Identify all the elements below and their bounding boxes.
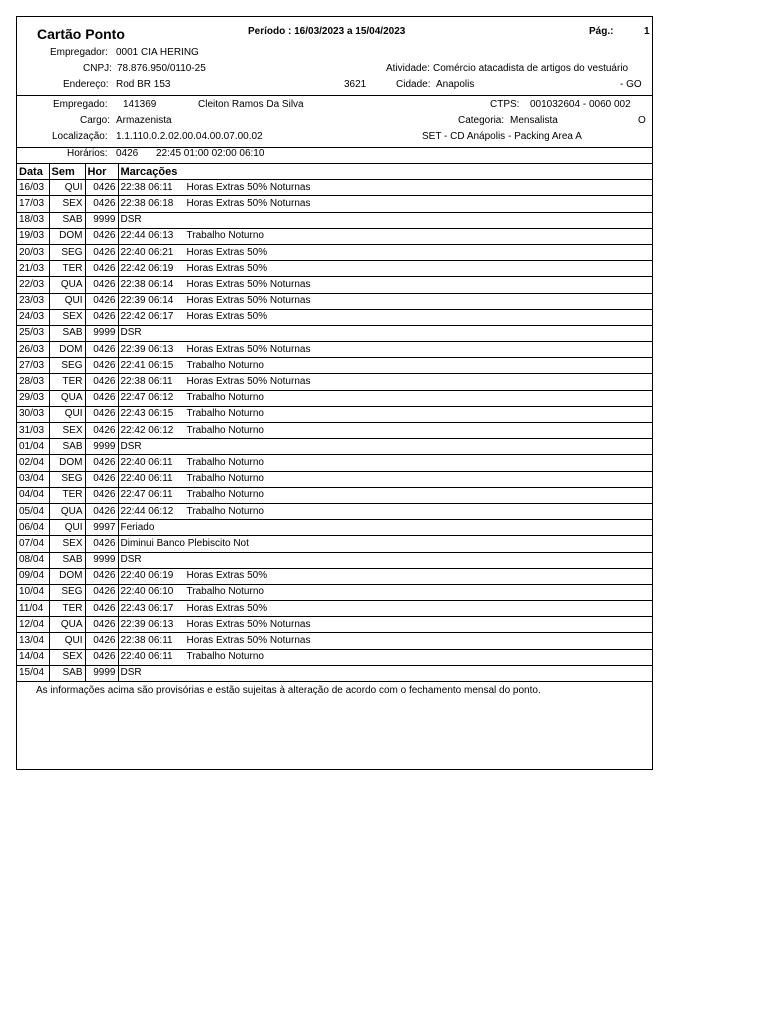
row-mark-times: DSR: [120, 214, 142, 226]
row-weekday: TER: [49, 487, 85, 503]
address-label: Endereço:: [63, 79, 109, 90]
row-mark-description: Horas Extras 50%: [186, 246, 268, 258]
row-marks: [118, 568, 652, 584]
category-extra: O: [638, 115, 646, 126]
row-marks: [118, 471, 652, 487]
column-header-weekday: Sem: [49, 164, 85, 180]
row-mark-description: Trabalho Noturno: [186, 489, 264, 501]
column-header-schedule: Hor: [85, 164, 118, 180]
row-schedule: 0426: [85, 228, 118, 244]
category-value: Mensalista: [510, 115, 558, 126]
row-mark-times: 22:40 06:11: [120, 473, 173, 485]
table-header-row: [17, 164, 652, 180]
row-mark-times: 22:43 06:15: [120, 408, 174, 420]
row-schedule: 0426: [85, 180, 118, 196]
row-mark-description: Trabalho Noturno: [186, 473, 264, 485]
row-date: 23/03: [17, 293, 49, 309]
row-weekday: QUA: [49, 617, 85, 633]
row-schedule: 0426: [85, 277, 118, 293]
activity-value: Comércio atacadista de artigos do vestuário: [433, 63, 629, 74]
row-weekday: SAB: [49, 552, 85, 568]
row-schedule: 0426: [85, 261, 118, 277]
table-row: [17, 261, 652, 277]
row-marks: [118, 520, 652, 536]
row-schedule: 0426: [85, 601, 118, 617]
row-schedule: 0426: [85, 649, 118, 665]
row-date: 07/04: [17, 536, 49, 552]
row-schedule: 9999: [85, 212, 118, 228]
timecard-table: [17, 163, 652, 682]
divider: [17, 95, 652, 96]
row-weekday: SEX: [49, 196, 85, 212]
row-marks: [118, 196, 652, 212]
table-body: [17, 180, 652, 682]
row-date: 09/04: [17, 568, 49, 584]
row-weekday: DOM: [49, 228, 85, 244]
location-value: 1.1.110.0.2.02.00.04.00.07.00.02: [116, 131, 263, 142]
row-weekday: TER: [49, 261, 85, 277]
row-weekday: SEX: [49, 649, 85, 665]
row-schedule: 0426: [85, 358, 118, 374]
row-mark-times: Diminui Banco Plebiscito Not: [120, 537, 249, 549]
row-date: 03/04: [17, 471, 49, 487]
row-mark-description: Horas Extras 50% Noturnas: [186, 197, 311, 209]
address-value: Rod BR 153: [116, 79, 171, 90]
row-weekday: SEX: [49, 536, 85, 552]
row-date: 26/03: [17, 342, 49, 358]
divider: [17, 147, 652, 148]
row-mark-description: Trabalho Noturno: [186, 586, 264, 598]
row-marks: [118, 212, 652, 228]
row-mark-description: Horas Extras 50% Noturnas: [186, 278, 311, 290]
row-marks: [118, 552, 652, 568]
row-weekday: SEG: [49, 471, 85, 487]
table-row: [17, 584, 652, 600]
row-date: 05/04: [17, 503, 49, 519]
row-weekday: SEX: [49, 423, 85, 439]
row-mark-description: Horas Extras 50% Noturnas: [186, 181, 311, 193]
row-date: 27/03: [17, 358, 49, 374]
disclaimer-note: As informações acima são provisórias e estão sujeitas à alteração de acordo com o fechamento mensal do ponto.: [36, 685, 541, 696]
table-row: [17, 503, 652, 519]
row-mark-times: 22:44 06:12: [120, 505, 174, 517]
state-value: - GO: [620, 79, 642, 90]
table-row: [17, 520, 652, 536]
row-mark-times: 22:38 06:14: [120, 278, 174, 290]
row-mark-times: 22:40 06:11: [120, 456, 173, 468]
row-mark-description: Horas Extras 50% Noturnas: [186, 618, 311, 630]
table-row: [17, 633, 652, 649]
row-date: 25/03: [17, 325, 49, 341]
row-schedule: 9997: [85, 520, 118, 536]
row-date: 21/03: [17, 261, 49, 277]
row-mark-times: 22:40 06:11: [120, 651, 173, 663]
row-weekday: QUI: [49, 633, 85, 649]
table-row: [17, 406, 652, 422]
row-marks: [118, 406, 652, 422]
cnpj-label: CNPJ:: [83, 63, 112, 74]
row-mark-times: 22:38 06:11: [120, 181, 173, 193]
row-marks: [118, 261, 652, 277]
row-weekday: SEG: [49, 358, 85, 374]
row-weekday: SAB: [49, 665, 85, 681]
ctps-value: 001032604 - 0060 002: [530, 99, 631, 110]
row-date: 22/03: [17, 277, 49, 293]
row-weekday: DOM: [49, 455, 85, 471]
row-marks: [118, 244, 652, 260]
row-marks: [118, 665, 652, 681]
cnpj-value: 78.876.950/0110-25: [117, 63, 206, 74]
row-weekday: QUI: [49, 293, 85, 309]
row-mark-times: 22:41 06:15: [120, 359, 174, 371]
page-number: 1: [644, 26, 650, 37]
row-mark-times: 22:40 06:19: [120, 570, 174, 582]
row-mark-description: Trabalho Noturno: [186, 408, 264, 420]
row-marks: [118, 649, 652, 665]
table-row: [17, 390, 652, 406]
row-mark-times: 22:47 06:11: [120, 489, 173, 501]
table-row: [17, 212, 652, 228]
row-date: 10/04: [17, 584, 49, 600]
employee-id: 141369: [123, 99, 157, 110]
row-mark-times: DSR: [120, 554, 142, 566]
page-label: Pág.:: [589, 26, 614, 37]
row-schedule: 0426: [85, 617, 118, 633]
row-schedule: 0426: [85, 342, 118, 358]
row-mark-description: Trabalho Noturno: [186, 392, 264, 404]
row-marks: [118, 342, 652, 358]
table-row: [17, 471, 652, 487]
column-header-marks: Marcações: [118, 164, 652, 180]
row-mark-times: 22:47 06:12: [120, 392, 174, 404]
row-schedule: 0426: [85, 244, 118, 260]
activity-label: Atividade:: [386, 63, 430, 74]
table-row: [17, 455, 652, 471]
row-schedule: 0426: [85, 487, 118, 503]
role-label: Cargo:: [80, 115, 111, 126]
row-date: 04/04: [17, 487, 49, 503]
row-mark-description: Trabalho Noturno: [186, 505, 264, 517]
row-marks: [118, 536, 652, 552]
row-schedule: 0426: [85, 309, 118, 325]
document-title: Cartão Ponto: [37, 26, 125, 42]
row-date: 08/04: [17, 552, 49, 568]
row-schedule: 9999: [85, 552, 118, 568]
table-row: [17, 649, 652, 665]
row-marks: [118, 390, 652, 406]
row-schedule: 9999: [85, 325, 118, 341]
row-weekday: DOM: [49, 568, 85, 584]
column-header-date: Data: [17, 164, 49, 180]
row-mark-description: Horas Extras 50% Noturnas: [186, 376, 311, 388]
location-label: Localização:: [52, 131, 108, 142]
row-mark-times: 22:42 06:17: [120, 311, 174, 323]
row-weekday: SEX: [49, 309, 85, 325]
row-mark-times: 22:42 06:12: [120, 424, 174, 436]
employee-label: Empregado:: [53, 99, 108, 110]
row-date: 30/03: [17, 406, 49, 422]
row-schedule: 9999: [85, 439, 118, 455]
row-mark-description: Trabalho Noturno: [186, 456, 264, 468]
row-mark-description: Horas Extras 50% Noturnas: [186, 295, 311, 307]
employer-value: 0001 CIA HERING: [116, 47, 199, 58]
table-row: [17, 342, 652, 358]
table-row: [17, 536, 652, 552]
row-mark-times: 22:40 06:21: [120, 246, 174, 258]
table-row: [17, 358, 652, 374]
row-mark-times: 22:38 06:11: [120, 376, 173, 388]
row-date: 17/03: [17, 196, 49, 212]
table-row: [17, 196, 652, 212]
row-weekday: QUA: [49, 503, 85, 519]
table-row: [17, 293, 652, 309]
row-mark-times: 22:39 06:14: [120, 295, 174, 307]
row-mark-times: 22:43 06:17: [120, 602, 174, 614]
ctps-label: CTPS:: [490, 99, 520, 110]
table-row: [17, 617, 652, 633]
row-mark-description: Horas Extras 50%: [186, 570, 268, 582]
row-schedule: 9999: [85, 665, 118, 681]
row-date: 24/03: [17, 309, 49, 325]
row-mark-times: 22:40 06:10: [120, 586, 174, 598]
table-row: [17, 309, 652, 325]
table-row: [17, 374, 652, 390]
table-row: [17, 487, 652, 503]
row-mark-times: 22:42 06:19: [120, 262, 174, 274]
row-marks: [118, 439, 652, 455]
row-mark-description: Trabalho Noturno: [186, 424, 264, 436]
row-mark-times: 22:38 06:18: [120, 197, 174, 209]
row-marks: [118, 277, 652, 293]
employer-label: Empregador:: [50, 47, 108, 58]
row-date: 11/04: [17, 601, 49, 617]
table-row: [17, 244, 652, 260]
table-row: [17, 423, 652, 439]
row-weekday: DOM: [49, 342, 85, 358]
row-mark-times: 22:44 06:13: [120, 230, 174, 242]
row-date: 01/04: [17, 439, 49, 455]
row-mark-description: Horas Extras 50% Noturnas: [186, 343, 311, 355]
row-marks: [118, 487, 652, 503]
row-marks: [118, 584, 652, 600]
row-marks: [118, 601, 652, 617]
schedule-value: 22:45 01:00 02:00 06:10: [156, 148, 265, 159]
table-row: [17, 277, 652, 293]
address-number: 3621: [344, 79, 367, 90]
row-weekday: QUA: [49, 390, 85, 406]
category-label: Categoria:: [458, 115, 505, 126]
row-weekday: SAB: [49, 325, 85, 341]
row-mark-description: Trabalho Noturno: [186, 359, 264, 371]
row-marks: [118, 293, 652, 309]
row-mark-times: 22:38 06:11: [120, 635, 173, 647]
schedule-label: Horários:: [67, 148, 108, 159]
row-weekday: QUI: [49, 180, 85, 196]
row-mark-times: DSR: [120, 327, 142, 339]
row-mark-times: 22:39 06:13: [120, 343, 174, 355]
city-label: Cidade:: [396, 79, 431, 90]
row-schedule: 0426: [85, 455, 118, 471]
row-schedule: 0426: [85, 471, 118, 487]
table-row: [17, 552, 652, 568]
row-marks: [118, 633, 652, 649]
row-date: 20/03: [17, 244, 49, 260]
table-row: [17, 439, 652, 455]
row-marks: [118, 374, 652, 390]
row-schedule: 0426: [85, 374, 118, 390]
period-range: Período : 16/03/2023 a 15/04/2023: [248, 26, 406, 37]
row-mark-times: 22:39 06:13: [120, 618, 174, 630]
table-row: [17, 228, 652, 244]
row-mark-description: Horas Extras 50% Noturnas: [186, 635, 311, 647]
row-weekday: SAB: [49, 439, 85, 455]
row-date: 16/03: [17, 180, 49, 196]
table-row: [17, 665, 652, 681]
employee-name: Cleiton Ramos Da Silva: [198, 99, 304, 110]
row-schedule: 0426: [85, 633, 118, 649]
row-marks: [118, 617, 652, 633]
row-date: 28/03: [17, 374, 49, 390]
row-weekday: SAB: [49, 212, 85, 228]
row-weekday: SEG: [49, 584, 85, 600]
schedule-code: 0426: [116, 148, 139, 159]
row-mark-description: Horas Extras 50%: [186, 262, 268, 274]
row-mark-times: DSR: [120, 440, 142, 452]
row-schedule: 0426: [85, 196, 118, 212]
row-marks: [118, 228, 652, 244]
row-mark-description: Trabalho Noturno: [186, 230, 264, 242]
row-mark-times: Feriado: [120, 521, 155, 533]
row-date: 18/03: [17, 212, 49, 228]
row-marks: [118, 358, 652, 374]
row-schedule: 0426: [85, 390, 118, 406]
row-mark-description: Horas Extras 50%: [186, 311, 268, 323]
row-date: 14/04: [17, 649, 49, 665]
row-date: 19/03: [17, 228, 49, 244]
role-value: Armazenista: [116, 115, 172, 126]
row-weekday: TER: [49, 601, 85, 617]
row-weekday: TER: [49, 374, 85, 390]
row-date: 31/03: [17, 423, 49, 439]
row-mark-times: DSR: [120, 667, 142, 679]
row-schedule: 0426: [85, 584, 118, 600]
row-schedule: 0426: [85, 536, 118, 552]
table-row: [17, 180, 652, 196]
row-marks: [118, 503, 652, 519]
row-marks: [118, 423, 652, 439]
row-schedule: 0426: [85, 293, 118, 309]
row-date: 13/04: [17, 633, 49, 649]
city-value: Anapolis: [436, 79, 475, 90]
row-date: 02/04: [17, 455, 49, 471]
row-schedule: 0426: [85, 503, 118, 519]
row-date: 06/04: [17, 520, 49, 536]
row-date: 15/04: [17, 665, 49, 681]
row-schedule: 0426: [85, 568, 118, 584]
row-weekday: QUI: [49, 406, 85, 422]
row-weekday: QUI: [49, 520, 85, 536]
row-schedule: 0426: [85, 406, 118, 422]
table-row: [17, 325, 652, 341]
timecard-sheet: [16, 16, 653, 770]
row-mark-description: Horas Extras 50%: [186, 602, 268, 614]
row-mark-description: Trabalho Noturno: [186, 651, 264, 663]
sector-value: SET - CD Anápolis - Packing Area A: [422, 131, 582, 142]
row-marks: [118, 180, 652, 196]
row-marks: [118, 455, 652, 471]
row-schedule: 0426: [85, 423, 118, 439]
row-weekday: QUA: [49, 277, 85, 293]
row-date: 12/04: [17, 617, 49, 633]
row-marks: [118, 309, 652, 325]
table-row: [17, 568, 652, 584]
row-marks: [118, 325, 652, 341]
row-weekday: SEG: [49, 244, 85, 260]
table-row: [17, 601, 652, 617]
row-date: 29/03: [17, 390, 49, 406]
